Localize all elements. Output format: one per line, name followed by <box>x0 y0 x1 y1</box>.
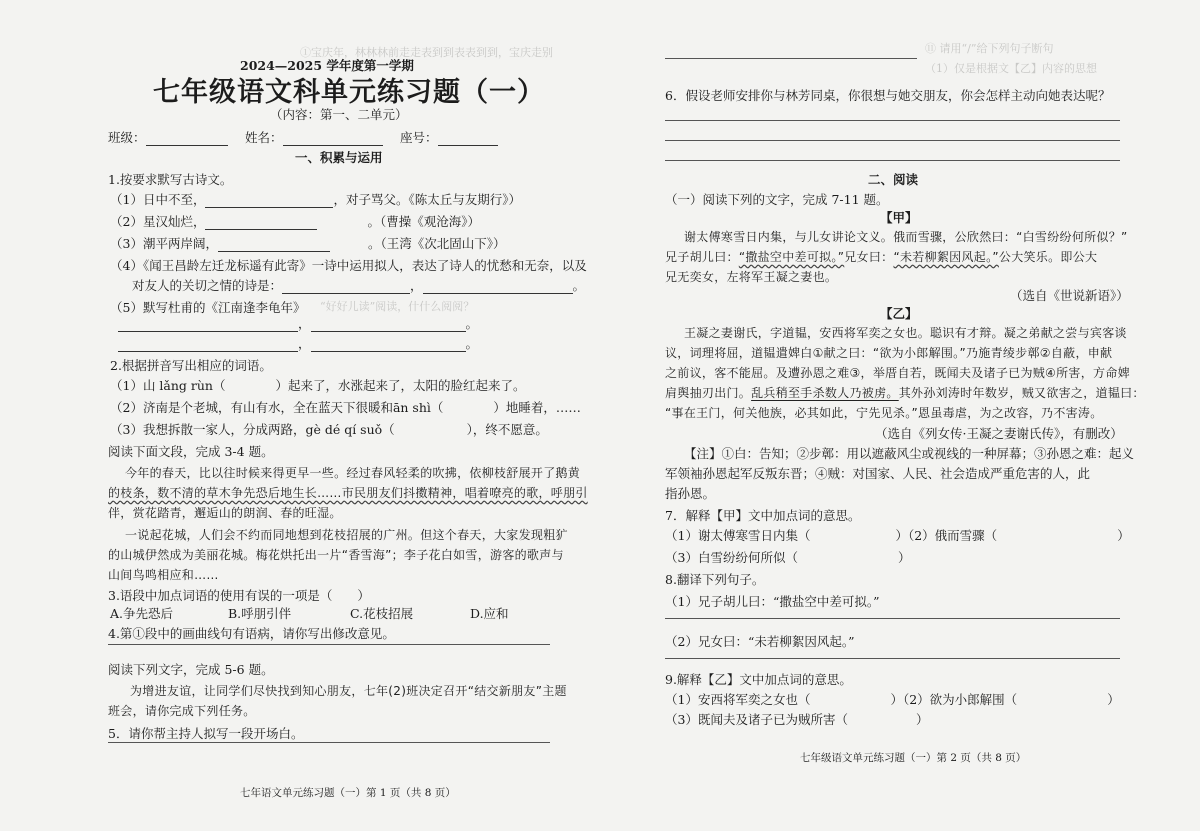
answer-blank[interactable] <box>423 281 573 294</box>
reading-instruction: 阅读下面文段，完成 3-4 题。 <box>108 444 274 459</box>
answer-blank[interactable] <box>282 281 410 294</box>
reading-instruction: 阅读下列文字，完成 5-6 题。 <box>108 662 274 677</box>
class-label: 班级： <box>108 128 228 146</box>
bleed-through-text: ①宝庆年，林林林前走走表到到表表到到，宝庆走别 <box>300 46 553 59</box>
passage-jia-label: 【甲】 <box>880 210 918 225</box>
passage-line: 今年的春天，比以往时候来得更早一些。经过春风轻柔的吹拂，依柳枝舒展开了鹅黄 <box>125 466 581 480</box>
question-4: 4.第①段中的画曲线句有语病，请你写出修改意见。 <box>108 626 395 641</box>
answer-line[interactable] <box>108 742 550 743</box>
passage-line: 王凝之妻谢氏，字道韫，安西将军奕之女也。聪识有才辩。凝之弟献之尝与宾客谈 <box>684 326 1127 340</box>
page-footer: 七年级语文单元练习题（一）第 2 页（共 8 页） <box>800 752 1027 764</box>
option-d[interactable]: D.应和 <box>470 606 509 621</box>
year-line: 2024—2025 学年度第一学期 <box>240 58 414 73</box>
question-3: 3.语段中加点词语的使用有误的一项是（ ） <box>108 588 370 603</box>
question-8-1: （1）兄子胡儿曰：“撒盐空中差可拟。” <box>665 594 880 609</box>
passage-line: 议，词理将屈，道韫遣婢白①献之曰：“欲为小郎解围。”乃施青绫步鄣②自蔽，申献 <box>665 346 1113 360</box>
passage-line: 兄无奕女，左将军王凝之妻也。 <box>665 270 838 284</box>
option-a[interactable]: A.争先恐后 <box>110 606 174 621</box>
footnote: 指孙恩。 <box>665 486 716 501</box>
question-1: 1.按要求默写古诗文。 <box>108 172 233 187</box>
answer-blank[interactable] <box>311 319 466 332</box>
reading-instruction: （一）阅读下列的文字，完成 7-11 题。 <box>665 192 889 207</box>
question-2-1: （1）山 lǎng rùn（ ）起来了，水涨起来了，太阳的脸红起来了。 <box>110 378 526 393</box>
name-label: 姓名： <box>245 128 383 146</box>
question-1-1: （1）日中不至， ，对子骂父。《陈太丘与友期行》） <box>110 192 521 207</box>
answer-line[interactable] <box>665 120 1120 121</box>
question-8: 8.翻译下列句子。 <box>665 572 765 587</box>
section-heading: 二、阅读 <box>868 172 919 187</box>
page-title: 七年级语文科单元练习题（一） <box>153 77 545 108</box>
footnote: 军领袖孙恩起军反叛东晋；④贼：对国家、人民、社会造成严重危害的人，此 <box>665 466 1091 481</box>
question-6: 6．假设老师安排你与林芳同桌，你很想与她交朋友，你会怎样主动向她表达呢？ <box>665 88 1111 103</box>
question-1-4: （4）《闻王昌龄左迁龙标遥有此寄》一诗中运用拟人，表达了诗人的忧愁和无奈，以及 <box>110 258 587 273</box>
passage-line: 谢太傅寒雪日内集，与儿女讲论文义。俄而雪骤，公欣然曰：“白雪纷纷何所似？” <box>684 230 1128 244</box>
seat-field[interactable] <box>438 133 498 146</box>
passage-line: 之前议，客不能屈。及遭孙恩之难③，举厝自若，既闻夫及诸子已为贼④所害，方命婢 <box>665 366 1130 380</box>
passage-line: 肩舆抽刃出门。乱兵稍至手杀数人乃被虏。其外孙刘涛时年数岁，贼又欲害之，道韫曰： <box>665 386 1145 400</box>
answer-blank[interactable] <box>311 339 466 352</box>
section-heading: 一、积累与运用 <box>295 150 383 165</box>
question-7-1: （1）谢太傅寒雪日内集（ ）（2）俄而雪骤（ ） <box>665 528 1130 543</box>
question-2-3: （3）我想拆散一家人，分成两路，gè dé qí suǒ（ ），终不愿意。 <box>110 422 548 437</box>
answer-line[interactable] <box>665 58 917 59</box>
question-1-2: （2）星汉灿烂， 。（曹操《观沧海》） <box>110 214 480 229</box>
question-8-2: （2）兄女曰：“未若柳絮因风起。” <box>665 634 855 649</box>
bleed-through-text: ⑪ 请用“/”给下列句子断句 <box>925 42 1054 55</box>
passage-line: 的枝条，数不清的草木争先恐后地生长……市民朋友们抖擞精神，唱着嘹亮的歌，呼朋引 <box>108 486 588 500</box>
name-field[interactable] <box>283 133 383 146</box>
question-9: 9.解释【乙】文中加点词的意思。 <box>665 672 852 687</box>
answer-lines-1-5: ， 。 <box>118 314 478 332</box>
bleed-through-text: （1）仅是根据文【乙】内容的思想 <box>925 62 1097 75</box>
question-2: 2.根据拼音写出相应的词语。 <box>110 358 272 373</box>
question-7-3: （3）白雪纷纷何所似（ ） <box>665 550 911 565</box>
class-field[interactable] <box>146 133 228 146</box>
passage-line: 的山城伊然成为美丽花城。梅花烘托出一片“香雪海”；李子花白如雪，游客的歌声与 <box>108 548 564 562</box>
passage-line: 伴，赏花踏青，邂逅山的朗润、春的旺湿。 <box>108 506 342 520</box>
answer-line[interactable] <box>665 618 1120 619</box>
footnote: 【注】①白：告知；②步鄣：用以遮蔽风尘或视线的一种屏幕；③孙恩之难：起义 <box>684 446 1135 461</box>
passage-source: （选自《世说新语》） <box>1010 288 1129 303</box>
passage-line: 山间鸟鸣相应和…… <box>108 568 219 582</box>
question-2-2: （2）济南是个老城，有山有水，全在蓝天下很暖和ān shì（ ）地睡着，…… <box>110 400 581 415</box>
right-page <box>600 0 1200 831</box>
passage-source: （选自《列女传·王凝之妻谢氏传》，有删改） <box>875 426 1123 441</box>
question-9-1: （1）安西将军奕之女也（ ）（2）欲为小郎解围（ ） <box>665 692 1120 707</box>
question-1-3: （3）潮平两岸阔， 。（王湾《次北固山下》） <box>110 236 506 251</box>
answer-line[interactable] <box>665 160 1120 161</box>
question-5: 5．请你帮主持人拟写一段开场白。 <box>108 726 304 741</box>
answer-blank[interactable] <box>218 239 330 252</box>
answer-lines-1-5b: ， 。 <box>118 334 478 352</box>
passage-line: “事在王门，何关他族，必其如此，宁先见杀。”恩虽毒虐，为之改容，乃不害涛。 <box>665 406 1103 420</box>
answer-line[interactable] <box>108 644 550 645</box>
passage-line: 一说起花城，人们会不约而同地想到花枝招展的广州。但这个春天，大家发现粗犷 <box>125 528 568 542</box>
answer-blank[interactable] <box>205 195 333 208</box>
answer-blank[interactable] <box>118 319 298 332</box>
answer-blank[interactable] <box>118 339 298 352</box>
seat-label: 座号： <box>400 128 498 146</box>
option-b[interactable]: B.呼朋引伴 <box>228 606 292 621</box>
scope-note: （内容：第一、二单元） <box>270 107 408 122</box>
passage-yi-label: 【乙】 <box>880 306 918 321</box>
question-1-5: （5）默写杜甫的《江南逢李龟年》 <box>110 300 306 315</box>
passage-line: 班会，请你完成下列任务。 <box>108 704 256 718</box>
option-c[interactable]: C.花枝招展 <box>350 606 414 621</box>
passage-line: 兄子胡儿曰：“撒盐空中差可拟。”兄女曰：“未若柳絮因风起。”公大笑乐。即公大 <box>665 250 1098 264</box>
answer-blank[interactable] <box>205 217 317 230</box>
bleed-through-text: “好好儿读”阅读，什什么阅阅？ <box>320 300 475 313</box>
passage-line: 为增进友谊，让同学们尽快找到知心朋友，七年(2)班决定召开“结交新朋友”主题 <box>130 684 567 698</box>
answer-line[interactable] <box>665 140 1120 141</box>
question-7: 7．解释【甲】文中加点词的意思。 <box>665 508 861 523</box>
question-9-3: （3）既闻夫及诸子已为贼所害（ ） <box>665 712 929 727</box>
answer-line[interactable] <box>665 658 1120 659</box>
question-1-4-cont: 对友人的关切之情的诗是： ， 。 <box>132 278 586 293</box>
page-footer: 七年语文单元练习题（一）第 1 页（共 8 页） <box>240 787 456 799</box>
